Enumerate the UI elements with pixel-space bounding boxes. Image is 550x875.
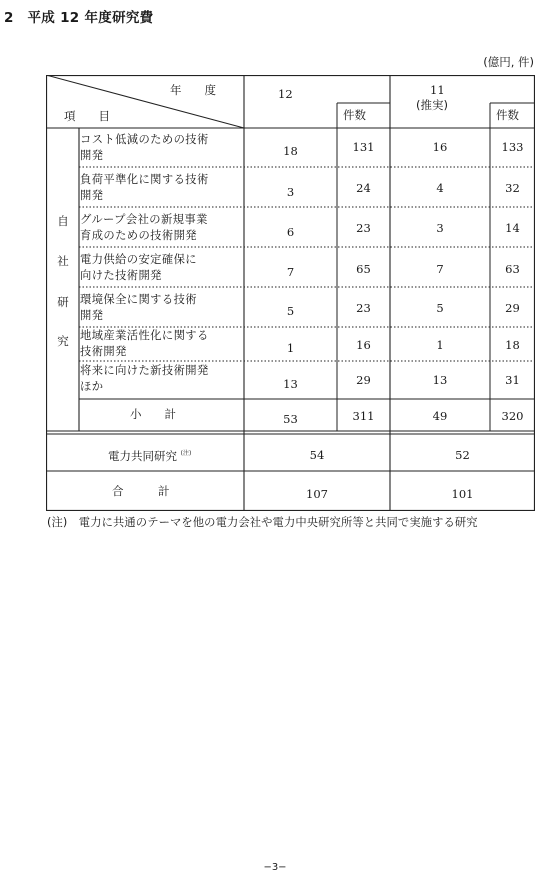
row-label: コスト低減のための技術 開発 — [80, 133, 209, 162]
row-label: 環境保全に関する技術 開発 — [80, 293, 197, 322]
value-11-count: 133 — [501, 140, 524, 154]
year-11-subheader: (推実) — [416, 98, 448, 112]
value-11-cost: 3 — [436, 221, 444, 235]
value-12-count: 23 — [356, 221, 371, 235]
value-12-cost: 3 — [286, 185, 295, 199]
row-label: 将来に向けた新技術開発 ほか — [80, 364, 209, 393]
value-11-count: 14 — [505, 221, 520, 235]
value-11-cost: 1 — [436, 338, 444, 352]
total-12: 107 — [306, 487, 328, 501]
value-11-count: 29 — [505, 301, 520, 315]
value-12-cost: 6 — [286, 225, 295, 239]
value-11-count: 18 — [505, 338, 520, 352]
group-label-char: 自 — [57, 214, 69, 228]
value-11-count: 31 — [505, 373, 520, 387]
section-heading: 2 平成 12 年度研究費 — [4, 10, 154, 26]
value-11-cost: 5 — [436, 301, 444, 315]
count-header-11: 件数 — [496, 108, 519, 122]
subtotal-11-count: 320 — [501, 409, 524, 423]
corner-year-label: 年 度 — [170, 83, 216, 97]
value-12-cost: 5 — [286, 304, 295, 318]
value-12-cost: 13 — [283, 377, 298, 391]
subtotal-11-cost: 49 — [432, 409, 448, 423]
count-header-12: 件数 — [343, 108, 366, 122]
subtotal-label: 小 計 — [130, 407, 176, 421]
year-12-header: 12 — [278, 87, 293, 101]
row-label: 電力供給の安定確保に 向けた技術開発 — [80, 253, 197, 282]
value-11-cost: 16 — [432, 140, 448, 154]
footnote: (注) 電力に共通のテーマを他の電力会社や電力中央研究所等と共同で実施する研究 — [47, 516, 478, 529]
value-12-count: 24 — [356, 181, 371, 195]
value-12-cost: 18 — [283, 144, 298, 158]
joint-research-11: 52 — [455, 448, 470, 462]
unit-label: (億円, 件) — [483, 55, 534, 69]
total-label: 合 計 — [112, 484, 170, 498]
value-12-cost: 7 — [286, 265, 295, 279]
joint-research-12: 54 — [309, 448, 325, 462]
value-12-cost: 1 — [286, 341, 295, 355]
joint-research-label: 電力共同研究 $^{(注)}$ — [108, 448, 192, 463]
note-marker: (注) — [180, 450, 192, 457]
page-number: −3− — [263, 862, 287, 873]
value-11-cost: 4 — [436, 181, 444, 195]
value-11-cost: 13 — [432, 373, 448, 387]
corner-item-label: 項 目 — [64, 109, 110, 123]
year-11-header: 11 — [430, 83, 445, 97]
group-label-char: 研 — [57, 295, 69, 309]
value-12-count: 23 — [356, 301, 371, 315]
value-11-count: 32 — [505, 181, 520, 195]
research-cost-table — [46, 75, 535, 511]
value-12-count: 29 — [356, 373, 371, 387]
value-11-count: 63 — [505, 262, 520, 276]
row-label: グループ会社の新規事業 育成のための技術開発 — [80, 213, 208, 242]
value-12-count: 65 — [356, 262, 371, 276]
subtotal-12-count: 311 — [352, 409, 375, 423]
value-12-count: 16 — [356, 338, 371, 352]
value-12-count: 131 — [352, 140, 375, 154]
row-label: 負荷平準化に関する技術 開発 — [80, 173, 209, 202]
group-label-char: 社 — [57, 254, 69, 268]
total-11: 101 — [451, 487, 474, 501]
group-label-char: 究 — [57, 334, 69, 348]
subtotal-12-cost: 53 — [283, 412, 298, 426]
value-11-cost: 7 — [436, 262, 444, 276]
row-label: 地域産業活性化に関する 技術開発 — [80, 329, 209, 358]
